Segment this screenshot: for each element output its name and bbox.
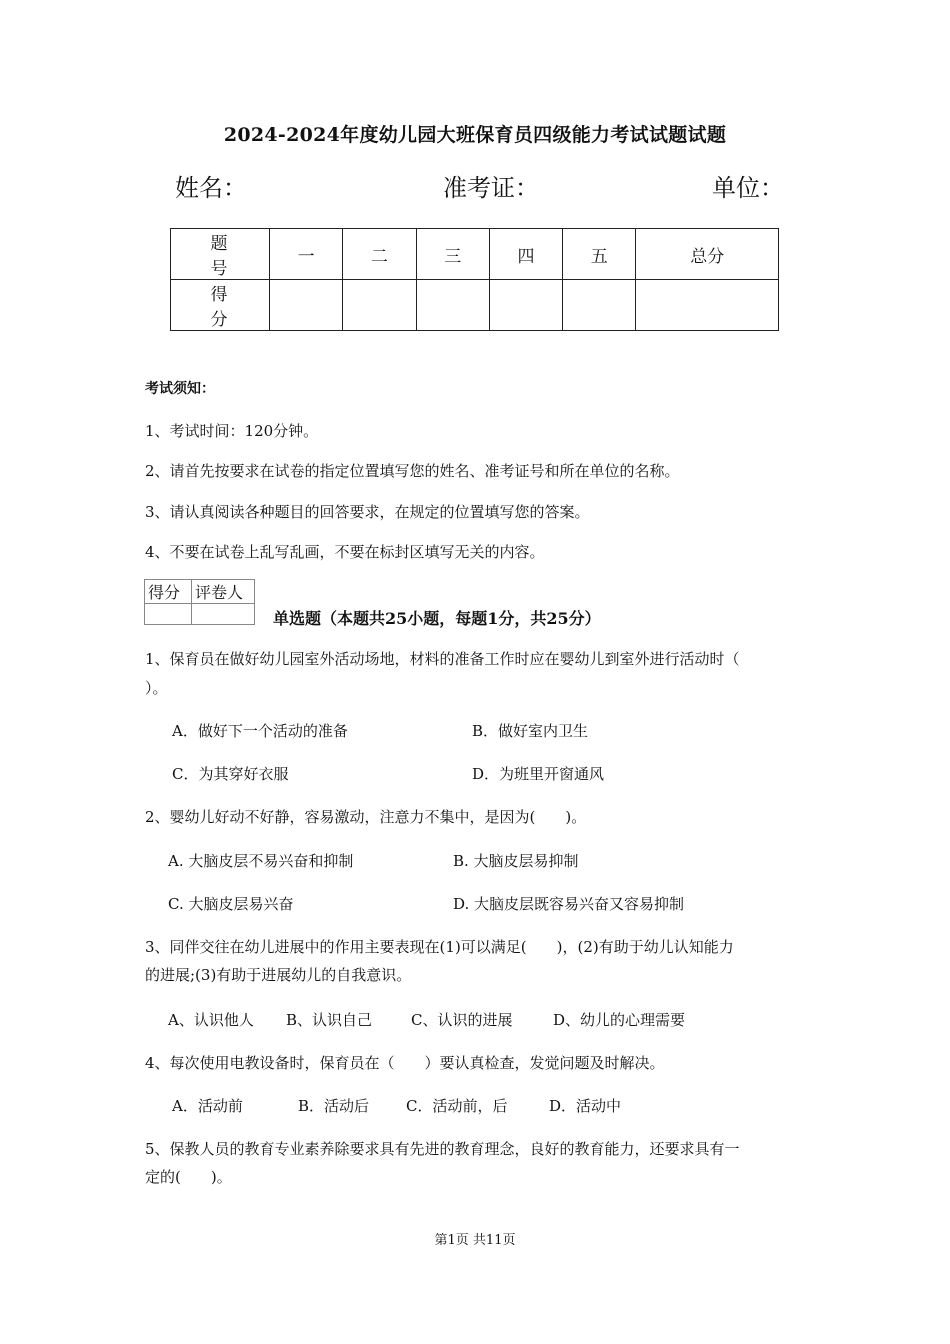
question-number-label: 题 号 (171, 229, 270, 280)
q1-option-b[interactable]: B．做好室内卫生 (472, 722, 589, 740)
score-label: 得 分 (171, 280, 270, 331)
q3-option-d[interactable]: D、幼儿的心理需要 (553, 1011, 686, 1029)
grader-reviewer-label: 评卷人 (192, 580, 255, 604)
score-table-header-row (171, 229, 779, 280)
col-4: 四 (489, 229, 562, 280)
question-4-text: 4、每次使用电教设备时，保育员在（ ）要认真检查，发觉问题及时解决。 (145, 1054, 665, 1072)
question-1-text-cont: ）。 (145, 679, 168, 697)
notice-item: 4、不要在试卷上乱写乱画，不要在标封区填写无关的内容。 (145, 543, 545, 561)
question-3-text: 3、同伴交往在幼儿进展中的作用主要表现在(1)可以满足( )，(2)有助于幼儿认知能力 (145, 938, 734, 956)
score-cell-2[interactable] (343, 280, 416, 331)
score-table-score-row (171, 280, 779, 331)
grader-score-cell[interactable] (145, 604, 192, 625)
q4-option-b[interactable]: B．活动后 (298, 1097, 370, 1115)
unit-label: 单位： (712, 174, 784, 202)
q4-option-d[interactable]: D．活动中 (549, 1097, 622, 1115)
q2-option-b[interactable]: B. 大脑皮层易抑制 (453, 852, 579, 870)
q2-option-a[interactable]: A. 大脑皮层不易兴奋和抑制 (168, 852, 354, 870)
q4-option-c[interactable]: C．活动前，后 (406, 1097, 508, 1115)
notice-item: 3、请认真阅读各种题目的回答要求，在规定的位置填写您的答案。 (145, 503, 590, 521)
grader-reviewer-cell[interactable] (192, 604, 255, 625)
grader-box (144, 579, 255, 625)
score-cell-total[interactable] (636, 280, 779, 331)
col-2: 二 (343, 229, 416, 280)
score-cell-4[interactable] (489, 280, 562, 331)
col-3: 三 (416, 229, 489, 280)
notice-title: 考试须知： (145, 381, 215, 397)
score-table (170, 228, 779, 331)
score-cell-1[interactable] (270, 280, 343, 331)
score-cell-5[interactable] (563, 280, 636, 331)
notice-item: 2、请首先按要求在试卷的指定位置填写您的姓名、准考证号和所在单位的名称。 (145, 462, 680, 480)
q2-option-d[interactable]: D. 大脑皮层既容易兴奋又容易抑制 (453, 895, 685, 913)
q2-option-c[interactable]: C. 大脑皮层易兴奋 (168, 895, 294, 913)
q1-option-a[interactable]: A．做好下一个活动的准备 (172, 722, 348, 740)
q4-option-a[interactable]: A．活动前 (172, 1097, 243, 1115)
exam-id-label: 准考证： (443, 174, 539, 202)
question-2-text: 2、婴幼儿好动不好静，容易激动，注意力不集中，是因为( )。 (145, 808, 587, 826)
name-label: 姓名： (175, 174, 247, 202)
question-3-text-cont: 的进展;(3)有助于进展幼儿的自我意识。 (145, 966, 412, 984)
section-heading: 单选题（本题共25小题，每题1分，共25分） (273, 609, 601, 628)
exam-title: 2024-2024年度幼儿园大班保育员四级能力考试试题试题 (223, 124, 727, 146)
notice-item: 1、考试时间：120分钟。 (145, 422, 319, 440)
col-5: 五 (563, 229, 636, 280)
q3-option-a[interactable]: A、认识他人 (168, 1011, 254, 1029)
question-5-text: 5、保教人员的教育专业素养除要求具有先进的教育理念，良好的教育能力，还要求具有一 (145, 1140, 740, 1158)
page-footer: 第1页 共11页 (434, 1233, 516, 1248)
grader-score-label: 得分 (145, 580, 192, 604)
q1-option-d[interactable]: D．为班里开窗通风 (472, 765, 605, 783)
q3-option-c[interactable]: C、认识的进展 (411, 1011, 513, 1029)
score-cell-3[interactable] (416, 280, 489, 331)
q3-option-b[interactable]: B、认识自己 (286, 1011, 373, 1029)
question-5-text-cont: 定的( )。 (145, 1168, 232, 1186)
col-total: 总分 (636, 229, 779, 280)
q1-option-c[interactable]: C．为其穿好衣服 (172, 765, 289, 783)
question-1-text: 1、保育员在做好幼儿园室外活动场地，材料的准备工作时应在婴幼儿到室外进行活动时（ (145, 650, 740, 668)
col-1: 一 (270, 229, 343, 280)
